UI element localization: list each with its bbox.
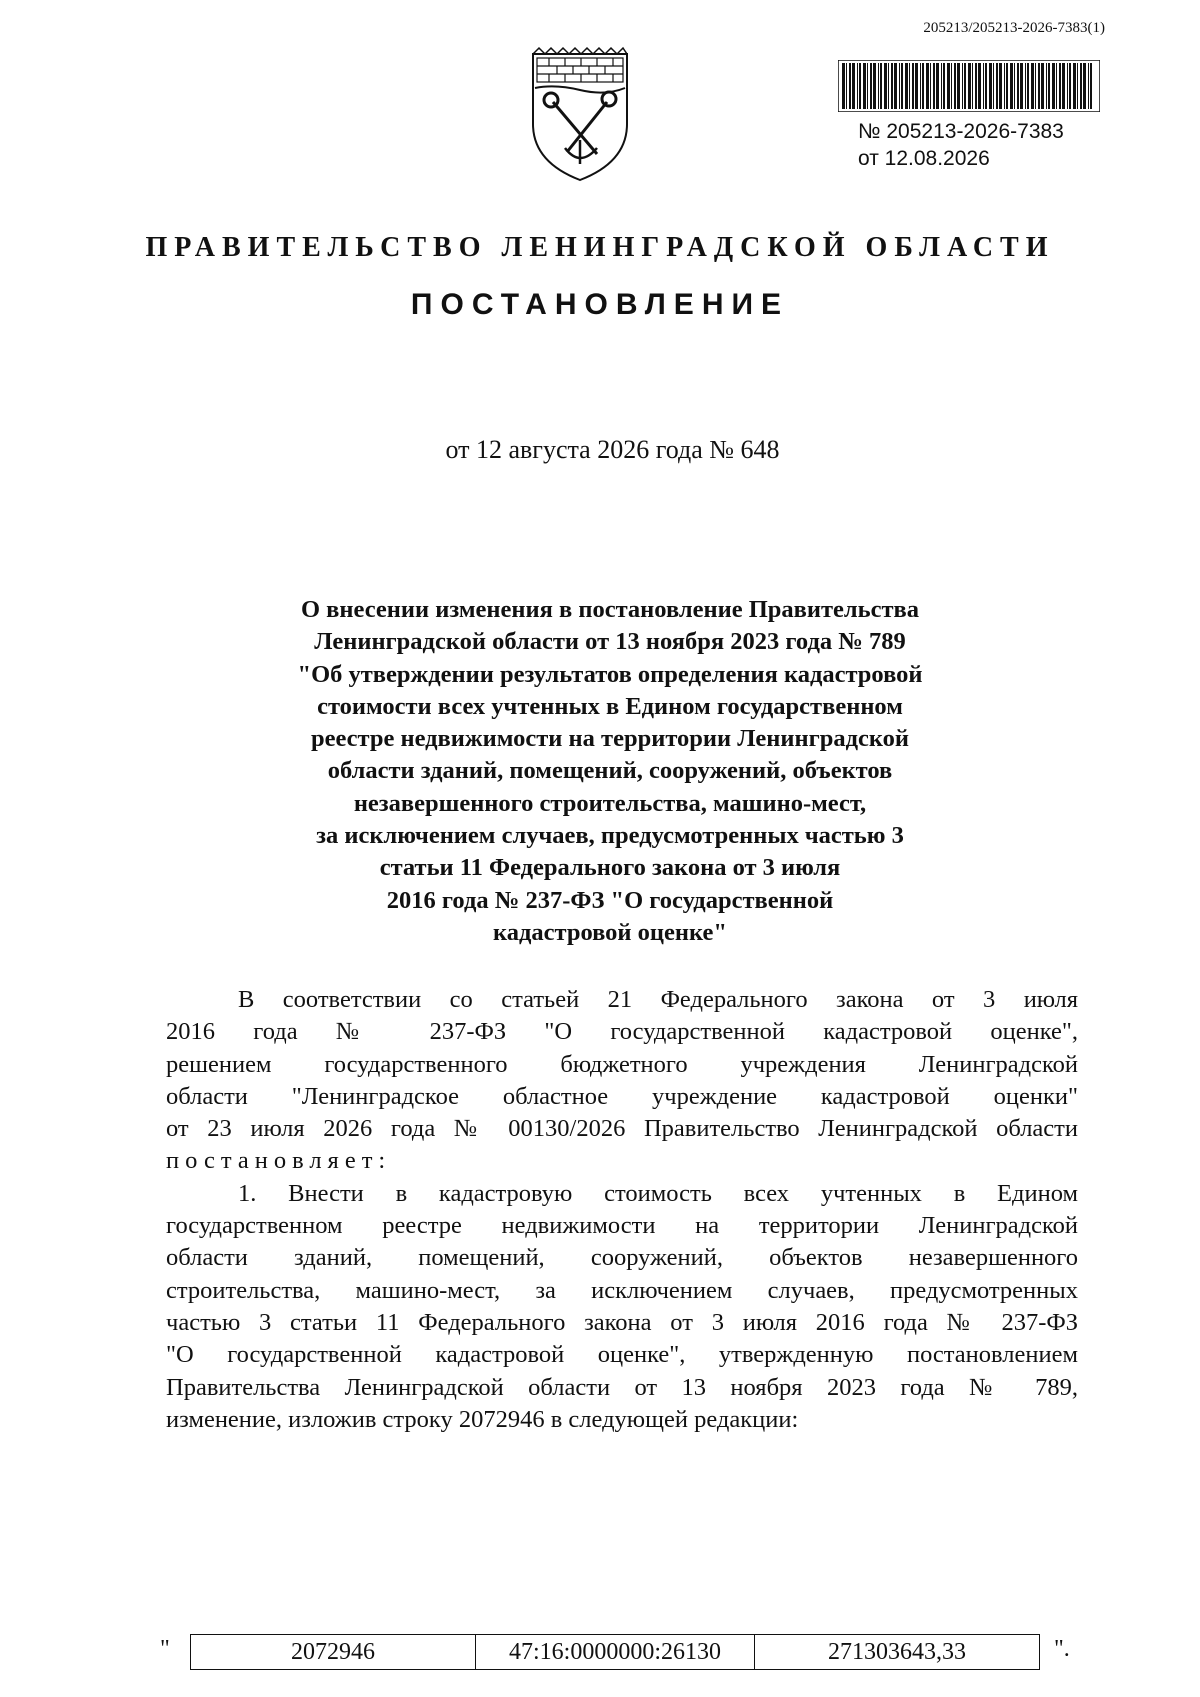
subject-line: кадастровой оценке": [492, 918, 727, 946]
subject-line: статьи 11 Федерального закона от 3 июля: [379, 854, 841, 882]
government-title: ПРАВИТЕЛЬСТВО ЛЕНИНГРАДСКОЙ ОБЛАСТИ: [145, 232, 1055, 263]
body-line: области "Ленинградское областное учреждение кадастровой оценки": [166, 1082, 1078, 1110]
body-line: государственном реестре недвижимости на территории Ленинградской: [166, 1212, 1078, 1240]
subject-line: 2016 года № 237-ФЗ "О государственной: [386, 886, 834, 914]
doc-number: № 205213-2026-7383: [858, 120, 1064, 143]
subject-line: Ленинградской области от 13 ноября 2023 года № 789: [314, 628, 906, 656]
open-quote: ": [160, 1636, 170, 1662]
subject-heading: [230, 594, 990, 949]
cadastral-row-table: [190, 1634, 1040, 1670]
document-number-stamp: [858, 118, 1064, 172]
body-line: Правительства Ленинградской области от 13 ноября 2023 года № 789,: [166, 1373, 1078, 1401]
body-line: строительства, машино-мест, за исключением случаев, предусмотренных: [166, 1276, 1078, 1304]
row-number-cell: 2072946: [191, 1635, 476, 1670]
cadastral-value-cell: 271303643,33: [755, 1635, 1040, 1670]
body-line: В соответствии со статьей 21 Федерального закона от 3 июля: [238, 986, 1078, 1013]
subject-line: незавершенного строительства, машино-мест,: [353, 789, 867, 817]
body-line: области зданий, помещений, сооружений, объектов незавершенного: [166, 1244, 1078, 1272]
body-line: 2016 года № 237-ФЗ "О государственной кадастровой оценке",: [166, 1018, 1078, 1046]
close-quote: ".: [1054, 1636, 1070, 1662]
subject-line: реестре недвижимости на территории Ленинградской: [310, 725, 909, 753]
subject-line: "Об утверждении результатов определения кадастровой: [297, 660, 923, 688]
subject-line: О внесении изменения в постановление Правительства: [301, 596, 919, 623]
body-text: [166, 984, 1078, 1436]
body-line: решением государственного бюджетного учреждения Ленинградской: [166, 1050, 1078, 1078]
document-type: ПОСТАНОВЛЕНИЕ: [410, 288, 790, 321]
cadastral-number-cell: 47:16:0000000:26130: [476, 1635, 755, 1670]
barcode: [838, 60, 1100, 112]
subject-line: за исключением случаев, предусмотренных частью 3: [316, 822, 904, 850]
registry-number: 205213/205213-2026-7383(1): [923, 20, 1105, 36]
body-line: "О государственной кадастровой оценке", утвержденную постановлением: [166, 1341, 1078, 1369]
doc-date: от 12.08.2026: [858, 147, 990, 170]
body-line: постановляет:: [166, 1147, 392, 1175]
body-line: 1. Внести в кадастровую стоимость всех учтенных в Едином: [238, 1179, 1078, 1207]
body-line: частью 3 статьи 11 Федерального закона от 3 июля 2016 года № 237-ФЗ: [166, 1308, 1078, 1336]
date-line: от 12 августа 2026 года № 648: [445, 435, 780, 464]
subject-line: области зданий, помещений, сооружений, объектов: [327, 757, 893, 785]
subject-line: стоимости всех учтенных в Едином государственном: [317, 692, 903, 720]
coat-of-arms-emblem: [525, 44, 635, 184]
table-row: [191, 1635, 1040, 1670]
body-line: изменение, изложив строку 2072946 в следующей редакции:: [166, 1405, 799, 1433]
body-line: от 23 июля 2026 года № 00130/2026 Правительство Ленинградской области: [166, 1115, 1078, 1143]
